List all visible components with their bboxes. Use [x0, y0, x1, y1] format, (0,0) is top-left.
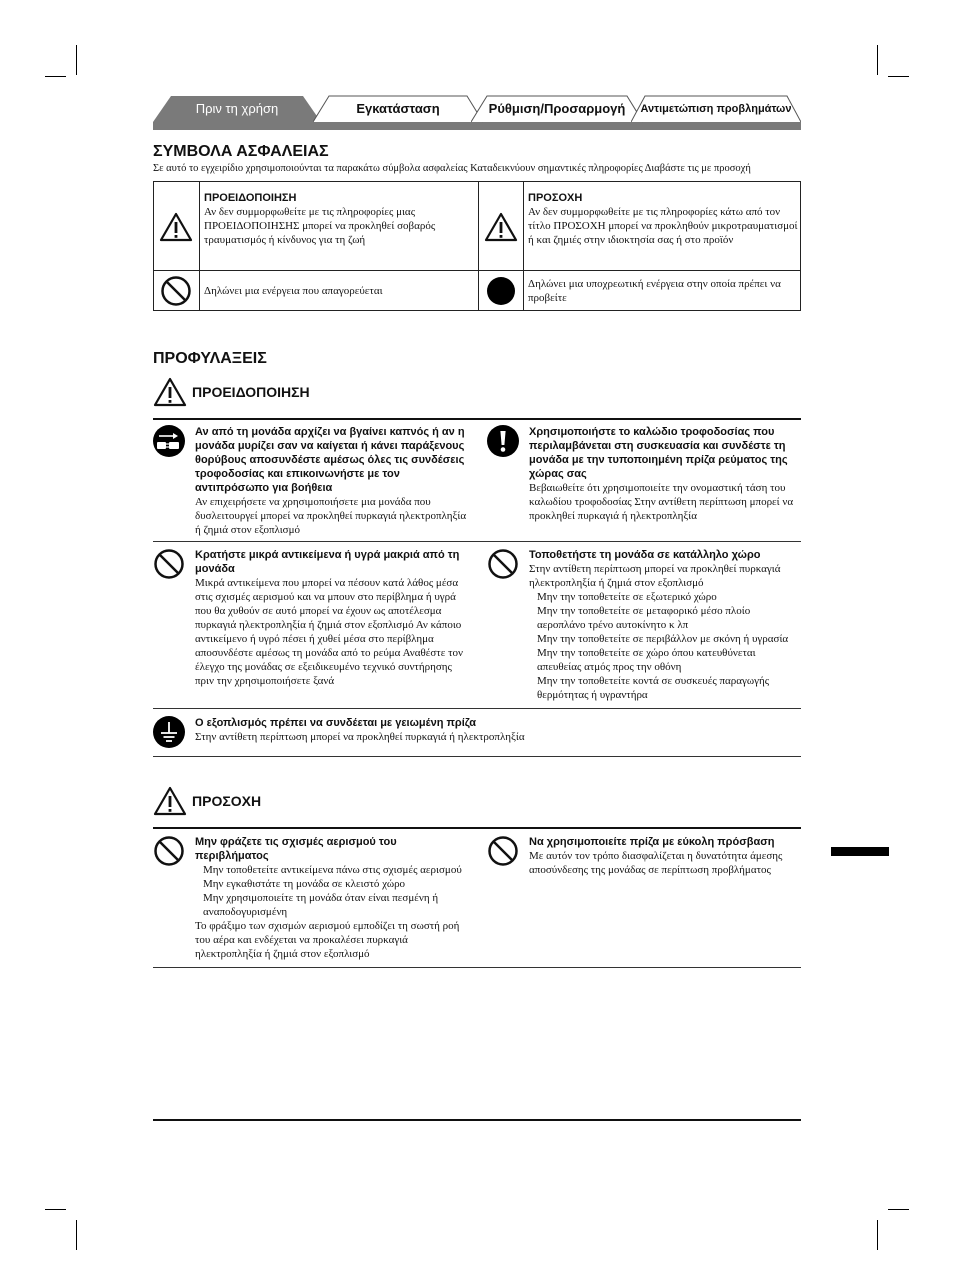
tab-installation[interactable]: [313, 95, 483, 122]
crop-mark: [877, 1220, 878, 1250]
precaution-body: [529, 425, 801, 523]
precaution-title: Χρησιμοποιήστε το καλώδιο τροφοδοσίας που περιλαμβάνεται στη συσκευασία και συνδέστε τη μονάδα με την τυποποιημένη πρίζα ρεύματος της χώρας σας: [529, 426, 788, 480]
precaution-text: Με αυτόν τον τρόπο διασφαλίζεται η δυνατότητα άμεσης αποσύνδεσης της μονάδας σε περίπτωση προβλήματος: [529, 850, 783, 876]
caution-subheading: [153, 786, 261, 816]
precaution-bullet: Μην την τοποθετείτε σε εξωτερικό χώρο: [537, 591, 717, 603]
precaution-bullet: Μην εγκαθιστάτε τη μονάδα σε κλειστό χώρο: [203, 878, 406, 890]
caution-text: Αν δεν συμμορφωθείτε με τις πληροφορίες κάτω από τον τίτλο ΠΡΟΣΟΧΗ μπορεί να προκληθούν μικροτραυματισμοί ή και ζημιές στην ιδιοκτησία σας ή στο προϊόν: [528, 206, 798, 246]
precaution-bullet: Μην την τοποθετείτε κοντά σε συσκευές παραγωγής θερμότητας ή υγραντήρα: [537, 675, 770, 701]
footer-rule: [153, 1119, 801, 1121]
tab-label: Ρύθμιση/Προσαρμογή: [488, 101, 626, 116]
section-rule: [153, 418, 801, 420]
tab-label: Εγκατάσταση: [356, 101, 440, 116]
table-divider: [523, 182, 524, 310]
precaution-body: [195, 835, 471, 961]
section-rule: [153, 541, 801, 542]
caution-symbol-cell: [479, 182, 523, 270]
mandatory-description: Δηλώνει μια υποχρεωτική ενέργεια στην οποία πρέπει να προβείτε: [528, 278, 781, 304]
caution-title: ΠΡΟΣΟΧΗ: [528, 192, 583, 204]
precaution-text: Βεβαιωθείτε ότι χρησιμοποιείτε την ονομαστική τάση του καλωδίου τροφοδοσίας Στην αντίθετη περίπτωση μπορεί να προκληθεί πυρκαγιά ή ηλεκτροπληξία: [529, 482, 794, 522]
precaution-text: Μικρά αντικείμενα που μπορεί να πέσουν κατά λάθος μέσα στις σχισμές αερισμού και να μπουν στο περίβλημα ή υγρά που θα χυθούν σε αυτό μπορεί να έχουν ως αποτέλεσμα πυρκαγιά ηλεκτροπληξία ή ζημιά στον εξοπλισμό Αν κάποιο αντικείμενο ή υγρό πέσει ή χυθεί μέσα στο περίβλημα αποσυνδέστε αμέσως τη μονάδα από το ρεύμα Αναθέστε τον έλεγχο της μονάδας σε εξειδικευμένο τεχνικό συντήρησης πριν την χρησιμοποιήσετε ξανά: [195, 577, 463, 687]
precaution-body: [195, 716, 801, 744]
precaution-body: [195, 548, 471, 688]
precaution-title: Αν από τη μονάδα αρχίζει να βγαίνει καπνός ή αν η μονάδα μυρίζει σαν να καίγεται ή κάνει παράξενους θορύβους αποσυνδέστε αμέσως όλες τις συνδέσεις τροφοδοσίας και επικοινωνήστε με τον αντιπρόσωπο για βοήθεια: [195, 426, 465, 494]
precaution-bullet: Μην την τοποθετείτε σε χώρο όπου κατευθύνεται απευθείας ατμός προς την οθόνη: [537, 647, 756, 673]
crop-mark: [888, 76, 909, 77]
precaution-bullet: Μην την τοποθετείτε σε μεταφορικό μέσο πλοίο αεροπλάνο τρένο αυτοκίνητο κ λπ: [537, 605, 751, 631]
section-rule: [153, 827, 801, 829]
crop-mark: [45, 76, 66, 77]
safety-symbols-table: [153, 181, 801, 311]
section-rule: [153, 967, 801, 968]
prohibited-icon: [160, 275, 192, 307]
caution-triangle-icon: [484, 212, 518, 242]
prohibited-icon: [487, 835, 519, 867]
crop-mark: [877, 45, 878, 75]
unplug-icon: [153, 425, 185, 457]
precaution-title: Κρατήστε μικρά αντικείμενα ή υγρά μακριά από τη μονάδα: [195, 549, 460, 575]
prohibited-description: Δηλώνει μια ενέργεια που απαγορεύεται: [204, 285, 383, 297]
warning-title: ΠΡΟΕΙΔΟΠΟΙΗΣΗ: [204, 192, 297, 204]
table-divider: [199, 182, 200, 310]
warning-subheading-label: ΠΡΟΕΙΔΟΠΟΙΗΣΗ: [192, 384, 310, 400]
warning-triangle-icon: [159, 212, 193, 242]
precaution-text: Στην αντίθετη περίπτωση μπορεί να προκληθεί πυρκαγιά ή ηλεκτροπληξία: [195, 731, 525, 743]
ground-icon: [153, 716, 185, 748]
crop-mark: [888, 1209, 909, 1210]
section-marker-tab: [831, 847, 889, 856]
precaution-title: Ο εξοπλισμός πρέπει να συνδέεται με γειωμένη πρίζα: [195, 717, 476, 729]
tab-bar: [153, 95, 801, 135]
warning-symbol-cell: [154, 182, 199, 270]
warning-text: Αν δεν συμμορφωθείτε με τις πληροφορίες μιας ΠΡΟΕΙΔΟΠΟΙΗΣΗΣ μπορεί να προκληθεί σοβαρός τραυματισμός ή κίνδυνος για τη ζωή: [204, 206, 436, 246]
warning-subheading: [153, 377, 310, 407]
precaution-bullet: Μην την τοποθετείτε σε περιβάλλον με σκόνη ή υγρασία: [537, 633, 789, 645]
warning-triangle-icon: [153, 377, 187, 407]
precaution-title: Τοποθετήστε τη μονάδα σε κατάλληλο χώρο: [529, 549, 761, 561]
prohibited-symbol-cell: [154, 271, 199, 310]
precaution-text: Στην αντίθετη περίπτωση μπορεί να προκληθεί πυρκαγιά ηλεκτροπληξία ή ζημιά στον εξοπλισμό: [529, 563, 781, 589]
precaution-title: Μην φράζετε τις σχισμές αερισμού του περιβλήματος: [195, 836, 397, 862]
precaution-body: [195, 425, 471, 537]
crop-mark: [76, 1220, 77, 1250]
mandatory-exclamation-icon: [487, 425, 519, 457]
prohibited-icon: [153, 548, 185, 580]
precaution-body: [529, 548, 801, 702]
precaution-bullet: Μην χρησιμοποιείτε τη μονάδα όταν είναι πεσμένη ή αναποδογυρισμένη: [203, 892, 439, 918]
tab-before-use[interactable]: [153, 95, 321, 122]
mandatory-symbol-cell: [479, 271, 523, 310]
precaution-text: Το φράξιμο των σχισμών αερισμού εμποδίζει τη σωστή ροή του αέρα και ενδέχεται να προκαλέσει πυρκαγιά ηλεκτροπληξία ή ζημιά στον εξοπλισμό: [195, 920, 460, 960]
precaution-body: [529, 835, 801, 877]
mandatory-action-icon: [485, 275, 517, 307]
precautions-heading: ΠΡΟΦΥΛΑΞΕΙΣ: [153, 350, 267, 367]
prohibited-icon: [153, 835, 185, 867]
safety-symbols-heading: ΣΥΜΒΟΛΑ ΑΣΦΑΛΕΙΑΣ: [153, 143, 329, 160]
caution-triangle-icon: [153, 786, 187, 816]
table-divider: [154, 270, 800, 271]
prohibited-icon: [487, 548, 519, 580]
tab-label: Αντιμετώπιση προβλημάτων: [640, 102, 792, 115]
tab-bar-base: [153, 122, 801, 130]
precaution-bullet: Μην τοποθετείτε αντικείμενα πάνω στις σχισμές αερισμού: [203, 864, 462, 876]
precaution-title: Να χρησιμοποιείτε πρίζα με εύκολη πρόσβαση: [529, 836, 775, 848]
section-rule: [153, 756, 801, 757]
tab-label: Πριν τη χρήση: [195, 101, 279, 116]
caution-description-cell: [528, 192, 798, 247]
precaution-text: Αν επιχειρήσετε να χρησιμοποιήσετε μια μονάδα που δυσλειτουργεί μπορεί να προκληθεί πυρκαγιά ηλεκτροπληξία ή ζημιά στον εξοπλισμό: [195, 496, 467, 536]
crop-mark: [45, 1209, 66, 1210]
caution-subheading-label: ΠΡΟΣΟΧΗ: [192, 793, 262, 809]
section-rule: [153, 708, 801, 709]
crop-mark: [76, 45, 77, 75]
warning-description-cell: [204, 192, 474, 247]
tab-adjustment[interactable]: [471, 95, 643, 122]
tab-troubleshooting[interactable]: [631, 95, 801, 122]
safety-symbols-intro: Σε αυτό το εγχειρίδιο χρησιμοποιούνται τα παρακάτω σύμβολα ασφαλείας Καταδεικνύουν σημαντικές πληροφορίες Διαβάστε τις με προσοχή: [153, 163, 751, 174]
